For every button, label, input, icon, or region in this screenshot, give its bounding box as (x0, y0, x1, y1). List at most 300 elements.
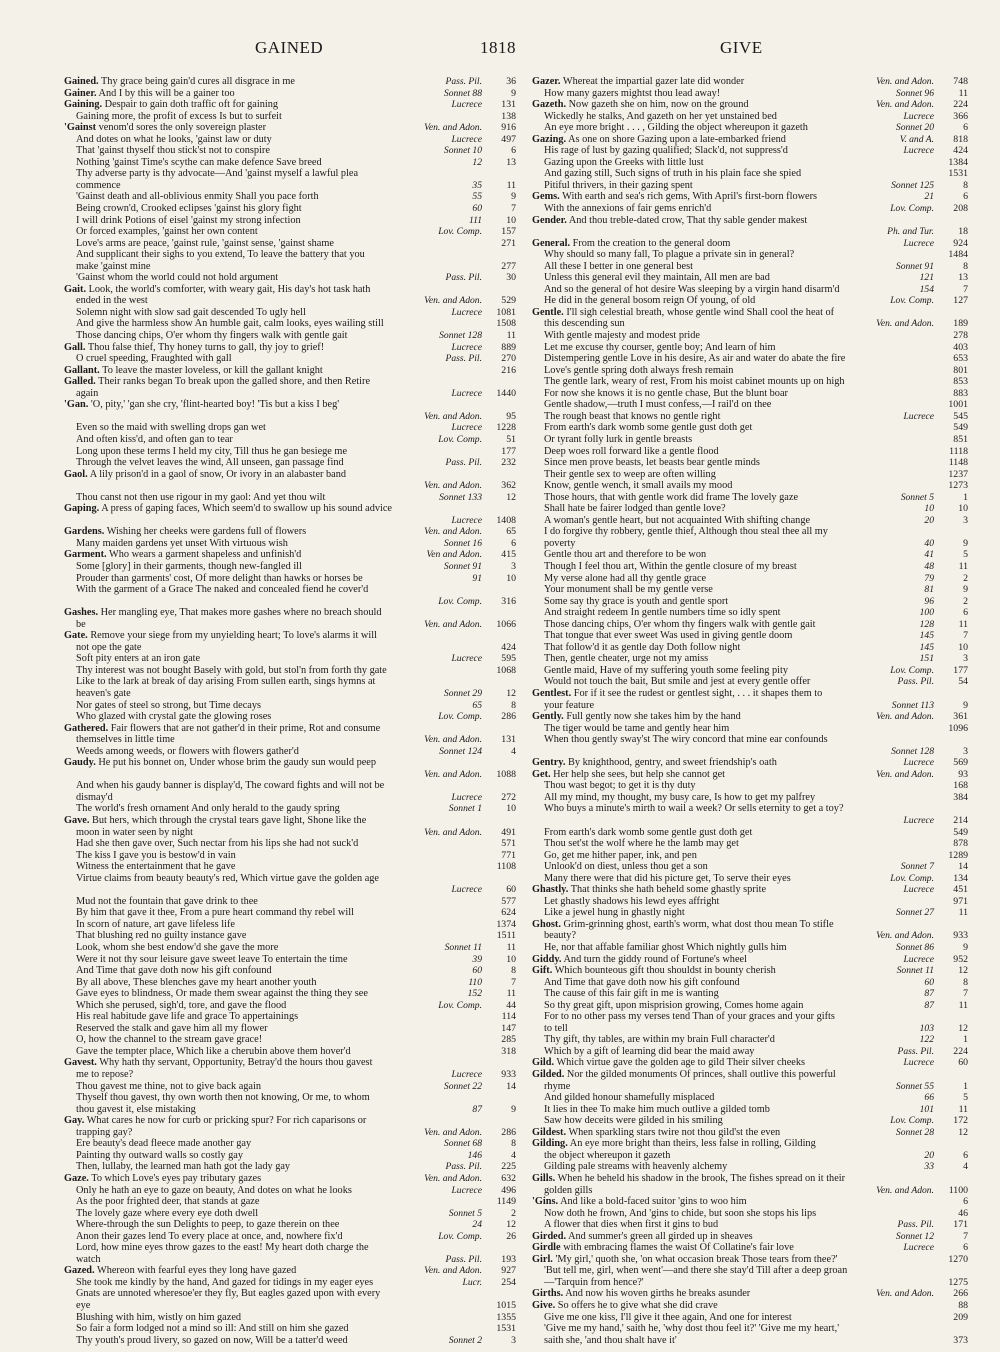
concordance-entry (532, 665, 968, 677)
quotation: Why hath thy servant, Opportunity, Betray'd the hours thou gavest (99, 1057, 373, 1069)
source-work: 20 (924, 514, 934, 526)
line-number: 5 (963, 1092, 968, 1104)
entry-text (64, 157, 468, 169)
source-work: 10 (924, 503, 934, 515)
quotation: Unlook'd on diest, unless thou get a son (544, 861, 708, 873)
headword: Gentry. (532, 757, 566, 769)
entry-text (532, 653, 916, 665)
line-number: 577 (501, 895, 516, 907)
quotation: not ope the gate (76, 641, 142, 653)
quotation: When thou gently sway'st The wiry concord that mine ear confounds (544, 734, 828, 746)
headword: Gaping. (64, 503, 100, 515)
concordance-entry (532, 1161, 968, 1173)
quotation: His rage of lust by gazing qualified; Slack'd, not suppress'd (544, 145, 788, 157)
entry-text (64, 422, 447, 434)
concordance-entry (532, 1335, 968, 1346)
concordance-entry (532, 607, 968, 619)
line-number: 114 (501, 1011, 516, 1023)
entry-text (532, 457, 930, 469)
entry-text (64, 757, 478, 769)
source-work: Lov. Comp. (438, 595, 482, 607)
headword: Gentlest. (532, 687, 572, 699)
line-number: 878 (953, 838, 968, 850)
quotation: Weeds among weeds, or flowers with flowers gather'd (76, 745, 299, 757)
concordance-entry (532, 157, 968, 169)
line-number: 2 (511, 1207, 516, 1219)
concordance-entry (64, 1312, 516, 1324)
concordance-entry (64, 1288, 516, 1300)
headword: 'Gins. (532, 1196, 559, 1208)
concordance-entry (532, 815, 968, 827)
quotation: Though I feel thou art, Within the gentle closure of my breast (544, 560, 797, 572)
concordance-entry (532, 746, 968, 758)
line-number: 8 (511, 1138, 516, 1150)
line-number: 13 (506, 156, 516, 168)
line-number: 3 (511, 1334, 516, 1346)
entry-text (64, 76, 441, 88)
quotation: With the garment of a Grace The naked and concealed fiend he cover'd (76, 584, 369, 596)
concordance-entry (64, 295, 516, 307)
quotation: Shall hate be fairer lodged than gentle love? (544, 503, 726, 515)
line-number: 415 (501, 549, 516, 561)
headword: 'Gan. (64, 399, 89, 411)
concordance-entry (64, 549, 516, 561)
line-number: 933 (501, 1069, 516, 1081)
entry-text (64, 469, 478, 481)
concordance-entry (532, 700, 968, 712)
source-work: Ven. and Adon. (424, 734, 482, 746)
quotation: Let ghastly shadows his lewd eyes affright (544, 895, 720, 907)
line-number: 95 (506, 410, 516, 422)
quotation: Many there were that did his picture get, To serve their eyes (544, 872, 791, 884)
quotation: With gentle majesty and modest pride (544, 330, 701, 342)
source-work: Lucrece (451, 422, 482, 434)
entry-text (64, 965, 468, 977)
concordance-entry (532, 896, 968, 908)
line-number: 6 (963, 191, 968, 203)
quotation: My verse alone had all thy gentle grace (544, 572, 707, 584)
concordance-entry (532, 676, 968, 688)
source-work: Sonnet 5 (900, 491, 934, 503)
line-number: 189 (953, 318, 968, 330)
headword: Garment. (64, 549, 107, 561)
entry-text (64, 734, 420, 746)
headword: Get. (532, 768, 551, 780)
concordance-entry (532, 88, 968, 100)
concordance-entry (532, 1323, 968, 1335)
quotation: And I by this will be a gainer too (98, 87, 235, 99)
concordance-entry (532, 1000, 968, 1012)
concordance-entry (532, 422, 968, 434)
source-work: Lov. Comp. (890, 203, 934, 215)
source-work: Sonnet 11 (444, 942, 482, 954)
line-number: 13 (958, 272, 968, 284)
entry-text (64, 723, 478, 735)
quotation: And dotes on what he looks, 'gainst law or duty (76, 133, 272, 145)
quotation: The cause of this fair gift in me is wanting (544, 988, 719, 1000)
concordance-entry (532, 827, 968, 839)
concordance-entry (64, 1138, 516, 1150)
entry-text (532, 215, 930, 227)
entry-text (532, 1000, 920, 1012)
concordance-entry (64, 815, 516, 827)
source-work: Sonnet 113 (891, 699, 934, 711)
entry-text (64, 492, 435, 504)
entry-text (532, 954, 899, 966)
quotation: moon in water seen by night (76, 826, 193, 838)
quotation: By all above, These blenches gave my heart another youth (76, 976, 317, 988)
entry-text (64, 226, 434, 238)
quotation: Even so the maid with swelling drops gan wet (76, 422, 266, 434)
concordance-entry (532, 111, 968, 123)
quotation: Virtue claims from beauty beauty's red, Which virtue gave the golden age (76, 872, 379, 884)
entry-text (64, 1312, 478, 1324)
source-work: Pass. Pil. (897, 1045, 934, 1057)
source-work: 122 (919, 1034, 934, 1046)
quotation: Go, get me hither paper, ink, and pen (544, 849, 697, 861)
concordance-entry (64, 365, 516, 377)
quotation: Had she then gave over, Such nectar from his lips she had not suck'd (76, 838, 359, 850)
line-number: 1484 (948, 249, 968, 261)
source-work: Sonnet 91 (443, 560, 482, 572)
quotation: Which bounteous gift thou shouldst in bounty cherish (554, 965, 776, 977)
entry-text (64, 180, 468, 192)
line-number: 545 (953, 410, 968, 422)
concordance-entry (64, 676, 516, 688)
entry-text (64, 665, 478, 677)
quotation: Some [glory] in their garments, though new-fangled ill (76, 560, 302, 572)
entry-text (532, 261, 892, 273)
concordance-entry (64, 1196, 516, 1208)
quotation: Or tyrant folly lurk in gentle breasts (544, 433, 693, 445)
source-work: Pass. Pil. (445, 353, 482, 365)
quotation: Gentle shadow,—truth I must confess,—I rail'd on thee (544, 399, 772, 411)
entry-text (64, 919, 478, 931)
line-number: 318 (501, 1045, 516, 1057)
concordance-entry (64, 76, 516, 88)
line-number: 271 (501, 237, 516, 249)
entry-text (532, 446, 930, 458)
quotation: Witness the entertainment that he gave (76, 861, 236, 873)
line-number: 277 (501, 260, 516, 272)
line-number: 9 (963, 699, 968, 711)
line-number: 1270 (948, 1253, 968, 1265)
quotation: Her help she sees, but help she cannot get (553, 768, 726, 780)
line-number: 1096 (948, 722, 968, 734)
source-work: Lucrece (903, 145, 934, 157)
quotation: Gilding pale streams with heavenly alchemy (544, 1161, 728, 1173)
concordance-entry (532, 1254, 968, 1266)
quotation: Solemn night with slow sad gait descended To ugly hell (76, 306, 306, 318)
line-number: 1237 (948, 468, 968, 480)
entry-text (532, 711, 872, 723)
headword: Gildest. (532, 1126, 567, 1138)
entry-text (532, 1173, 930, 1185)
quotation: Nor gates of steel so strong, but Time decays (76, 699, 262, 711)
source-work: Lucrece (903, 1242, 934, 1254)
quotation: this descending sun (544, 318, 625, 330)
line-number: 2 (963, 572, 968, 584)
line-number: 36 (506, 76, 516, 87)
concordance-entry (532, 850, 968, 862)
entry-text (532, 1034, 916, 1046)
line-number: 6 (963, 1149, 968, 1161)
line-number: 46 (958, 1207, 968, 1219)
concordance-entry (64, 1161, 516, 1173)
concordance-entry (532, 284, 968, 296)
headword: Gift. (532, 965, 553, 977)
entry-text (64, 815, 478, 827)
quotation: Look, the world's comforter, with weary gait, His day's hot task hath (88, 283, 371, 295)
line-number: 6 (963, 122, 968, 134)
source-work: Ph. and Tur. (887, 226, 934, 238)
concordance-entry (532, 1185, 968, 1197)
headword: Gall. (64, 341, 86, 353)
quotation: And turn the giddy round of Fortune's wheel (563, 953, 747, 965)
concordance-entry (532, 549, 968, 561)
source-work: Ven. and Adon. (424, 1265, 482, 1277)
header-right-word: GIVE (720, 38, 763, 57)
line-number: 771 (501, 849, 516, 861)
line-number: 12 (958, 1126, 968, 1138)
quotation: I'll sigh celestial breath, whose gentle wind Shall cool the heat of (566, 306, 835, 318)
concordance-entry (64, 1335, 516, 1346)
quotation: Those dancing chips, O'er whom thy fingers walk with gentle gait (76, 330, 348, 342)
entry-text (64, 838, 478, 850)
concordance-entry (532, 295, 968, 307)
entry-text (64, 342, 447, 354)
quotation: Where-through the sun Delights to peep, to gaze therein on thee (76, 1219, 340, 1231)
line-number: 93 (958, 768, 968, 780)
entry-text (532, 168, 930, 180)
source-work: Ven. and Adon. (876, 711, 934, 723)
concordance-entry (532, 780, 968, 792)
line-number: 286 (501, 1126, 516, 1138)
concordance-entry (64, 584, 516, 596)
headword: Gallant. (64, 364, 100, 376)
source-work: 146 (467, 1149, 482, 1161)
line-number: 208 (953, 203, 968, 215)
concordance-entry (532, 630, 968, 642)
source-work: 91 (472, 572, 482, 584)
quotation: Gentle maid, Have of my suffering youth some feeling pity (544, 664, 789, 676)
headword: Gashes. (64, 607, 99, 619)
entry-text (532, 1023, 916, 1035)
entry-text (64, 1069, 447, 1081)
entry-text (532, 1138, 930, 1150)
entry-text (64, 388, 447, 400)
entry-text (532, 1277, 930, 1289)
entry-text (64, 168, 478, 180)
line-number: 7 (511, 203, 516, 215)
quotation: Lord, how mine eyes throw gazes to the east! My heart doth charge the (76, 1242, 369, 1254)
entry-text (64, 549, 422, 561)
concordance-entry (532, 965, 968, 977)
entry-text (532, 1323, 930, 1335)
line-number: 10 (506, 572, 516, 584)
concordance-entry (532, 434, 968, 446)
quotation: Give me one kiss, I'll give it thee again, And one for interest (544, 1311, 792, 1323)
quotation: Some say thy grace is youth and gentle sport (544, 595, 729, 607)
source-work: Lov. Comp. (438, 433, 482, 445)
entry-text (64, 1081, 440, 1093)
entry-text (532, 272, 916, 284)
quotation: It lies in thee To make him much outlive a gilded tomb (544, 1103, 770, 1115)
entry-text (532, 307, 930, 319)
concordance-entry (64, 168, 516, 180)
source-work: Lucrece (451, 387, 482, 399)
quotation: He, nor that affable familiar ghost Which nightly gulls him (544, 942, 787, 954)
line-number: 88 (958, 1299, 968, 1311)
source-work: 55 (472, 191, 482, 203)
entry-text (532, 388, 930, 400)
quotation: Blushing with him, wistly on him gazed (76, 1311, 242, 1323)
source-work: Pass. Pil. (445, 1253, 482, 1265)
quotation: So fair a form lodged not a mind so ill: And still on him she gazed (76, 1323, 349, 1335)
line-number: 2 (963, 595, 968, 607)
source-work: Sonnet 91 (895, 260, 934, 272)
entry-text (64, 295, 420, 307)
concordance-entry (64, 157, 516, 169)
quotation: Wishing her cheeks were gardens full of flowers (106, 526, 307, 538)
line-number: 1531 (948, 168, 968, 180)
concordance-entry (64, 1023, 516, 1035)
entry-text (532, 1057, 899, 1069)
entry-text (64, 977, 464, 989)
entry-text (532, 342, 930, 354)
source-work: Lucrece (451, 1184, 482, 1196)
line-number: 11 (506, 330, 516, 342)
concordance-entry (64, 249, 516, 261)
entry-text (64, 1034, 478, 1046)
quotation: His real habitude gave life and grace To appertainings (76, 1011, 299, 1023)
line-number: 10 (506, 953, 516, 965)
line-number: 748 (953, 76, 968, 87)
headword: Gazeth. (532, 99, 567, 111)
line-number: 172 (953, 1115, 968, 1127)
concordance-entry (64, 411, 516, 423)
concordance-entry (64, 1127, 516, 1139)
line-number: 12 (958, 965, 968, 977)
line-number: 496 (501, 1184, 516, 1196)
quotation: Through the velvet leaves the wind, All unseen, gan passage find (76, 457, 344, 469)
concordance-entry (532, 1265, 968, 1277)
quotation: Whereon with fearful eyes they long have gazed (97, 1265, 297, 1277)
entry-text (532, 757, 899, 769)
source-work: 87 (472, 1103, 482, 1115)
quotation: By knighthood, gentry, and sweet friendship's oath (568, 757, 777, 769)
line-number: 6 (511, 145, 516, 157)
entry-text (64, 676, 478, 688)
line-number: 4 (511, 1149, 516, 1161)
quotation: O, how the channel to the stream gave grace! (76, 1034, 263, 1046)
entry-text (64, 134, 447, 146)
quotation: me to repose? (76, 1069, 134, 1081)
concordance-entry (64, 1000, 516, 1012)
source-work: Ven. and Adon. (876, 1184, 934, 1196)
entry-text (532, 353, 930, 365)
entry-text (532, 88, 892, 100)
concordance-entry (532, 180, 968, 192)
quotation: rhyme (544, 1080, 571, 1092)
source-work: 111 (469, 214, 482, 226)
concordance-entry (532, 353, 968, 365)
quotation: And now his woven girths he breaks asunder (565, 1288, 751, 1300)
source-work: Ven. and Adon. (876, 768, 934, 780)
source-work: 145 (919, 630, 934, 642)
quotation: Thou false thief, Thy honey turns to gall, thy joy to grief! (87, 341, 325, 353)
source-work: Ven. and Adon. (424, 618, 482, 630)
source-work: Sonnet 12 (895, 1230, 934, 1242)
quotation: make 'gainst mine (76, 260, 151, 272)
concordance-entry (64, 688, 516, 700)
source-work: Sonnet 5 (448, 1207, 482, 1219)
header-left-word: GAINED (255, 38, 324, 57)
line-number: 549 (953, 422, 968, 434)
quotation: And Time that gave doth now his gift confound (544, 976, 740, 988)
quotation: dismay'd (76, 791, 113, 803)
source-work: Ven. and Adon. (424, 295, 482, 307)
headword: Gilded. (532, 1069, 565, 1081)
concordance-entry (64, 561, 516, 573)
line-number: 9 (511, 1103, 516, 1115)
source-work: Ven. and Adon. (424, 480, 482, 492)
line-number: 1 (963, 1034, 968, 1046)
line-number: 8 (963, 179, 968, 191)
concordance-entry (532, 642, 968, 654)
concordance-entry (64, 226, 516, 238)
line-number: 384 (953, 791, 968, 803)
quotation: And supplicant their sighs to you extend, To leave the battery that you (76, 249, 365, 261)
line-number: 971 (953, 895, 968, 907)
quotation: Let me excuse thy courser, gentle boy; And learn of him (544, 341, 776, 353)
headword: Gait. (64, 283, 87, 295)
entry-text (64, 399, 478, 411)
concordance-entry (64, 965, 516, 977)
concordance-entry (532, 1046, 968, 1058)
line-number: 1088 (496, 768, 516, 780)
entry-text (64, 1104, 468, 1116)
line-number: 1148 (948, 457, 968, 469)
line-number: 11 (958, 618, 968, 630)
concordance-entry (64, 653, 516, 665)
entry-text (64, 1335, 445, 1346)
concordance-entry (532, 1023, 968, 1035)
entry-text (64, 1000, 434, 1012)
line-number: 65 (506, 526, 516, 538)
entry-text (532, 977, 920, 989)
concordance-entry (64, 723, 516, 735)
entry-text (532, 284, 916, 296)
concordance-entry (64, 573, 516, 585)
source-work: Lucrece (451, 306, 482, 318)
concordance-entry (64, 261, 516, 273)
concordance-entry (532, 884, 968, 896)
source-work: Ven. and Adon. (424, 826, 482, 838)
concordance-entry (64, 307, 516, 319)
concordance-entry (532, 1288, 968, 1300)
quotation: Whereat the impartial gazer late did wonder (562, 76, 745, 87)
line-number: 9 (963, 942, 968, 954)
quotation: 'Gainst whom the world could not hold argument (76, 272, 279, 284)
concordance-entry (532, 249, 968, 261)
line-number: 232 (501, 457, 516, 469)
concordance-entry (64, 642, 516, 654)
concordance-entry (532, 942, 968, 954)
concordance-entry (532, 411, 968, 423)
entry-text (532, 896, 930, 908)
line-number: 1 (963, 491, 968, 503)
